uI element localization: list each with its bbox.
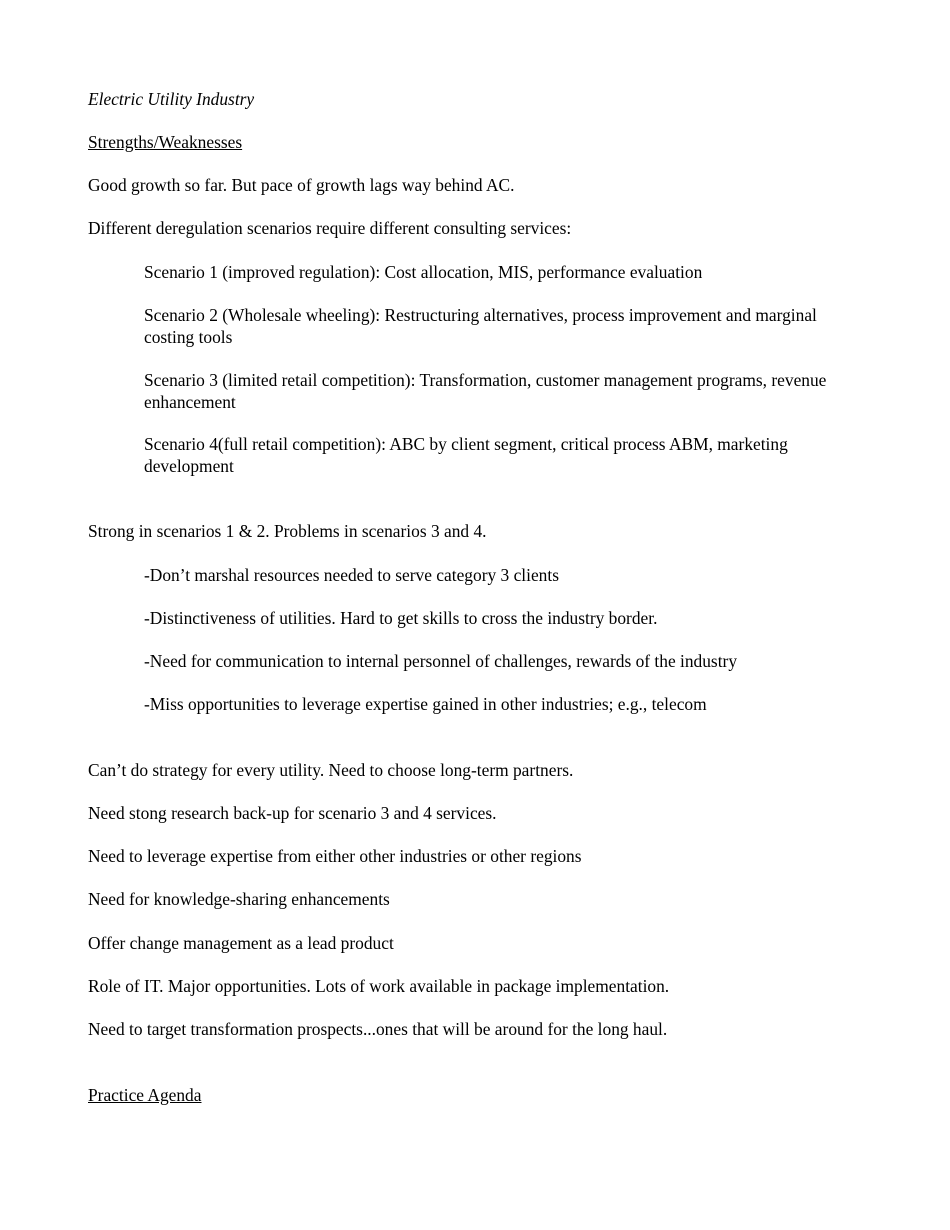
problem-item: -Need for communication to internal personnel of challenges, rewards of the industry xyxy=(144,651,738,671)
practice-agenda-heading: Practice Agenda xyxy=(88,1085,202,1105)
point-paragraph: Offer change management as a lead product xyxy=(88,933,394,953)
deregulation-intro: Different deregulation scenarios require different consulting services: xyxy=(88,218,572,238)
strengths-weaknesses-heading: Strengths/Weaknesses xyxy=(88,132,243,152)
strong-scenarios-paragraph: Strong in scenarios 1 & 2. Problems in scenarios 3 and 4. xyxy=(88,521,487,541)
scenario-item: Scenario 1 (improved regulation): Cost allocation, MIS, performance evaluation xyxy=(144,262,703,282)
point-paragraph: Need to target transformation prospects...ones that will be around for the long haul. xyxy=(88,1019,668,1039)
scenario-item: Scenario 2 (Wholesale wheeling): Restructuring alternatives, process improvement and marginal costing tools xyxy=(144,305,817,347)
growth-paragraph: Good growth so far. But pace of growth lags way behind AC. xyxy=(88,175,515,195)
point-paragraph: Need stong research back-up for scenario 3 and 4 services. xyxy=(88,803,497,823)
problem-item: -Distinctiveness of utilities. Hard to get skills to cross the industry border. xyxy=(144,608,658,628)
point-paragraph: Need to leverage expertise from either other industries or other regions xyxy=(88,846,582,866)
document-title: Electric Utility Industry xyxy=(88,89,255,109)
problem-item: -Don’t marshal resources needed to serve category 3 clients xyxy=(144,565,559,585)
problem-item: -Miss opportunities to leverage expertise gained in other industries; e.g., telecom xyxy=(144,694,707,714)
point-paragraph: Can’t do strategy for every utility. Need to choose long-term partners. xyxy=(88,760,574,780)
scenario-item: Scenario 3 (limited retail competition): Transformation, customer management programs, revenue enhancement xyxy=(144,370,827,412)
point-paragraph: Need for knowledge-sharing enhancements xyxy=(88,889,390,909)
point-paragraph: Role of IT. Major opportunities. Lots of work available in package implementation. xyxy=(88,976,670,996)
scenario-item: Scenario 4(full retail competition): ABC by client segment, critical process ABM, marketing development xyxy=(144,434,788,476)
